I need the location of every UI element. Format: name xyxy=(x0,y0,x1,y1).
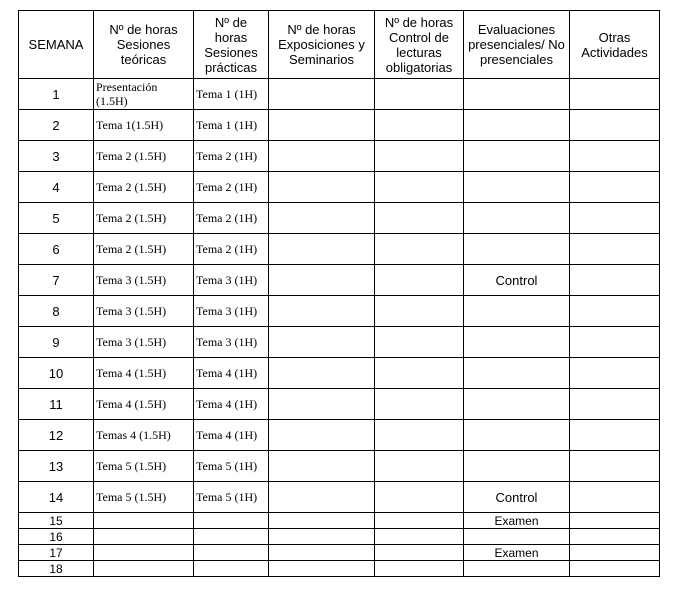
exposiciones-cell xyxy=(269,203,375,234)
evaluaciones-cell xyxy=(464,389,570,420)
week-cell: 12 xyxy=(19,420,94,451)
exposiciones-cell xyxy=(269,172,375,203)
exposiciones-cell xyxy=(269,545,375,561)
lecturas-cell xyxy=(375,327,464,358)
exposiciones-cell xyxy=(269,420,375,451)
otras-cell xyxy=(570,172,660,203)
teoricas-cell: Tema 5 (1.5H) xyxy=(94,482,194,513)
table-row xyxy=(19,513,660,529)
table-row xyxy=(19,172,660,203)
teoricas-cell: Temas 4 (1.5H) xyxy=(94,420,194,451)
schedule-table xyxy=(18,10,660,577)
otras-cell xyxy=(570,545,660,561)
exposiciones-cell xyxy=(269,561,375,577)
otras-cell xyxy=(570,389,660,420)
header-semana: SEMANA xyxy=(19,11,94,79)
week-cell: 14 xyxy=(19,482,94,513)
teoricas-cell xyxy=(94,529,194,545)
table-row xyxy=(19,545,660,561)
header-evaluaciones: Evaluaciones presenciales/ No presenciales xyxy=(464,11,570,79)
otras-cell xyxy=(570,482,660,513)
otras-cell xyxy=(570,79,660,110)
teoricas-cell: Tema 2 (1.5H) xyxy=(94,141,194,172)
table-row xyxy=(19,451,660,482)
evaluaciones-cell xyxy=(464,561,570,577)
table-row xyxy=(19,358,660,389)
otras-cell xyxy=(570,513,660,529)
evaluaciones-cell xyxy=(464,296,570,327)
lecturas-cell xyxy=(375,172,464,203)
lecturas-cell xyxy=(375,482,464,513)
exposiciones-cell xyxy=(269,265,375,296)
week-cell: 8 xyxy=(19,296,94,327)
lecturas-cell xyxy=(375,141,464,172)
evaluaciones-cell xyxy=(464,203,570,234)
week-cell: 9 xyxy=(19,327,94,358)
practicas-cell: Tema 4 (1H) xyxy=(194,358,269,389)
practicas-cell: Tema 5 (1H) xyxy=(194,482,269,513)
otras-cell xyxy=(570,358,660,389)
otras-cell xyxy=(570,141,660,172)
lecturas-cell xyxy=(375,529,464,545)
table-row xyxy=(19,389,660,420)
table-row xyxy=(19,141,660,172)
evaluaciones-cell xyxy=(464,141,570,172)
exposiciones-cell xyxy=(269,358,375,389)
evaluaciones-cell xyxy=(464,529,570,545)
teoricas-cell: Tema 4 (1.5H) xyxy=(94,358,194,389)
otras-cell xyxy=(570,529,660,545)
evaluaciones-cell xyxy=(464,420,570,451)
lecturas-cell xyxy=(375,451,464,482)
practicas-cell xyxy=(194,561,269,577)
lecturas-cell xyxy=(375,296,464,327)
teoricas-cell: Tema 3 (1.5H) xyxy=(94,296,194,327)
evaluaciones-cell xyxy=(464,358,570,389)
evaluaciones-cell: Examen xyxy=(464,545,570,561)
table-row xyxy=(19,203,660,234)
exposiciones-cell xyxy=(269,327,375,358)
week-cell: 18 xyxy=(19,561,94,577)
evaluaciones-cell xyxy=(464,234,570,265)
teoricas-cell: Tema 2 (1.5H) xyxy=(94,172,194,203)
practicas-cell: Tema 1 (1H) xyxy=(194,110,269,141)
evaluaciones-cell: Control xyxy=(464,265,570,296)
week-cell: 5 xyxy=(19,203,94,234)
evaluaciones-cell: Examen xyxy=(464,513,570,529)
practicas-cell xyxy=(194,529,269,545)
week-cell: 11 xyxy=(19,389,94,420)
exposiciones-cell xyxy=(269,79,375,110)
practicas-cell: Tema 2 (1H) xyxy=(194,203,269,234)
teoricas-cell: Presentación (1.5H) xyxy=(94,79,194,110)
otras-cell xyxy=(570,265,660,296)
practicas-cell: Tema 5 (1H) xyxy=(194,451,269,482)
exposiciones-cell xyxy=(269,529,375,545)
teoricas-cell: Tema 2 (1.5H) xyxy=(94,234,194,265)
exposiciones-cell xyxy=(269,296,375,327)
week-cell: 13 xyxy=(19,451,94,482)
practicas-cell: Tema 3 (1H) xyxy=(194,327,269,358)
practicas-cell: Tema 2 (1H) xyxy=(194,141,269,172)
practicas-cell: Tema 3 (1H) xyxy=(194,296,269,327)
week-cell: 3 xyxy=(19,141,94,172)
header-otras: Otras Actividades xyxy=(570,11,660,79)
lecturas-cell xyxy=(375,79,464,110)
otras-cell xyxy=(570,234,660,265)
lecturas-cell xyxy=(375,420,464,451)
practicas-cell: Tema 4 (1H) xyxy=(194,389,269,420)
teoricas-cell: Tema 3 (1.5H) xyxy=(94,327,194,358)
header-teoricas: Nº de horas Sesiones teóricas xyxy=(94,11,194,79)
lecturas-cell xyxy=(375,110,464,141)
table-row xyxy=(19,482,660,513)
table-row xyxy=(19,110,660,141)
table-row xyxy=(19,561,660,577)
otras-cell xyxy=(570,327,660,358)
evaluaciones-cell xyxy=(464,327,570,358)
exposiciones-cell xyxy=(269,482,375,513)
week-cell: 16 xyxy=(19,529,94,545)
table-row xyxy=(19,265,660,296)
week-cell: 2 xyxy=(19,110,94,141)
evaluaciones-cell xyxy=(464,110,570,141)
lecturas-cell xyxy=(375,358,464,389)
week-cell: 6 xyxy=(19,234,94,265)
practicas-cell: Tema 3 (1H) xyxy=(194,265,269,296)
header-practicas: Nº de horas Sesiones prácticas xyxy=(194,11,269,79)
week-cell: 10 xyxy=(19,358,94,389)
evaluaciones-cell xyxy=(464,172,570,203)
teoricas-cell: Tema 2 (1.5H) xyxy=(94,203,194,234)
exposiciones-cell xyxy=(269,513,375,529)
exposiciones-cell xyxy=(269,451,375,482)
practicas-cell: Tema 2 (1H) xyxy=(194,234,269,265)
lecturas-cell xyxy=(375,561,464,577)
lecturas-cell xyxy=(375,513,464,529)
exposiciones-cell xyxy=(269,141,375,172)
evaluaciones-cell xyxy=(464,451,570,482)
teoricas-cell: Tema 4 (1.5H) xyxy=(94,389,194,420)
teoricas-cell: Tema 1(1.5H) xyxy=(94,110,194,141)
exposiciones-cell xyxy=(269,234,375,265)
teoricas-cell xyxy=(94,513,194,529)
table-row xyxy=(19,296,660,327)
week-cell: 4 xyxy=(19,172,94,203)
teoricas-cell: Tema 5 (1.5H) xyxy=(94,451,194,482)
table-row xyxy=(19,327,660,358)
evaluaciones-cell: Control xyxy=(464,482,570,513)
practicas-cell: Tema 4 (1H) xyxy=(194,420,269,451)
exposiciones-cell xyxy=(269,110,375,141)
lecturas-cell xyxy=(375,203,464,234)
header-row xyxy=(19,11,660,79)
table-row xyxy=(19,79,660,110)
teoricas-cell xyxy=(94,545,194,561)
header-exposiciones: Nº de horas Exposiciones y Seminarios xyxy=(269,11,375,79)
otras-cell xyxy=(570,451,660,482)
teoricas-cell: Tema 3 (1.5H) xyxy=(94,265,194,296)
lecturas-cell xyxy=(375,265,464,296)
header-lecturas: Nº de horas Control de lecturas obligatorias xyxy=(375,11,464,79)
table-row xyxy=(19,529,660,545)
practicas-cell xyxy=(194,545,269,561)
evaluaciones-cell xyxy=(464,79,570,110)
lecturas-cell xyxy=(375,545,464,561)
otras-cell xyxy=(570,420,660,451)
practicas-cell: Tema 2 (1H) xyxy=(194,172,269,203)
week-cell: 15 xyxy=(19,513,94,529)
otras-cell xyxy=(570,561,660,577)
week-cell: 17 xyxy=(19,545,94,561)
lecturas-cell xyxy=(375,389,464,420)
lecturas-cell xyxy=(375,234,464,265)
week-cell: 7 xyxy=(19,265,94,296)
otras-cell xyxy=(570,203,660,234)
table-row xyxy=(19,234,660,265)
exposiciones-cell xyxy=(269,389,375,420)
table-row xyxy=(19,420,660,451)
week-cell: 1 xyxy=(19,79,94,110)
practicas-cell: Tema 1 (1H) xyxy=(194,79,269,110)
otras-cell xyxy=(570,296,660,327)
otras-cell xyxy=(570,110,660,141)
practicas-cell xyxy=(194,513,269,529)
teoricas-cell xyxy=(94,561,194,577)
